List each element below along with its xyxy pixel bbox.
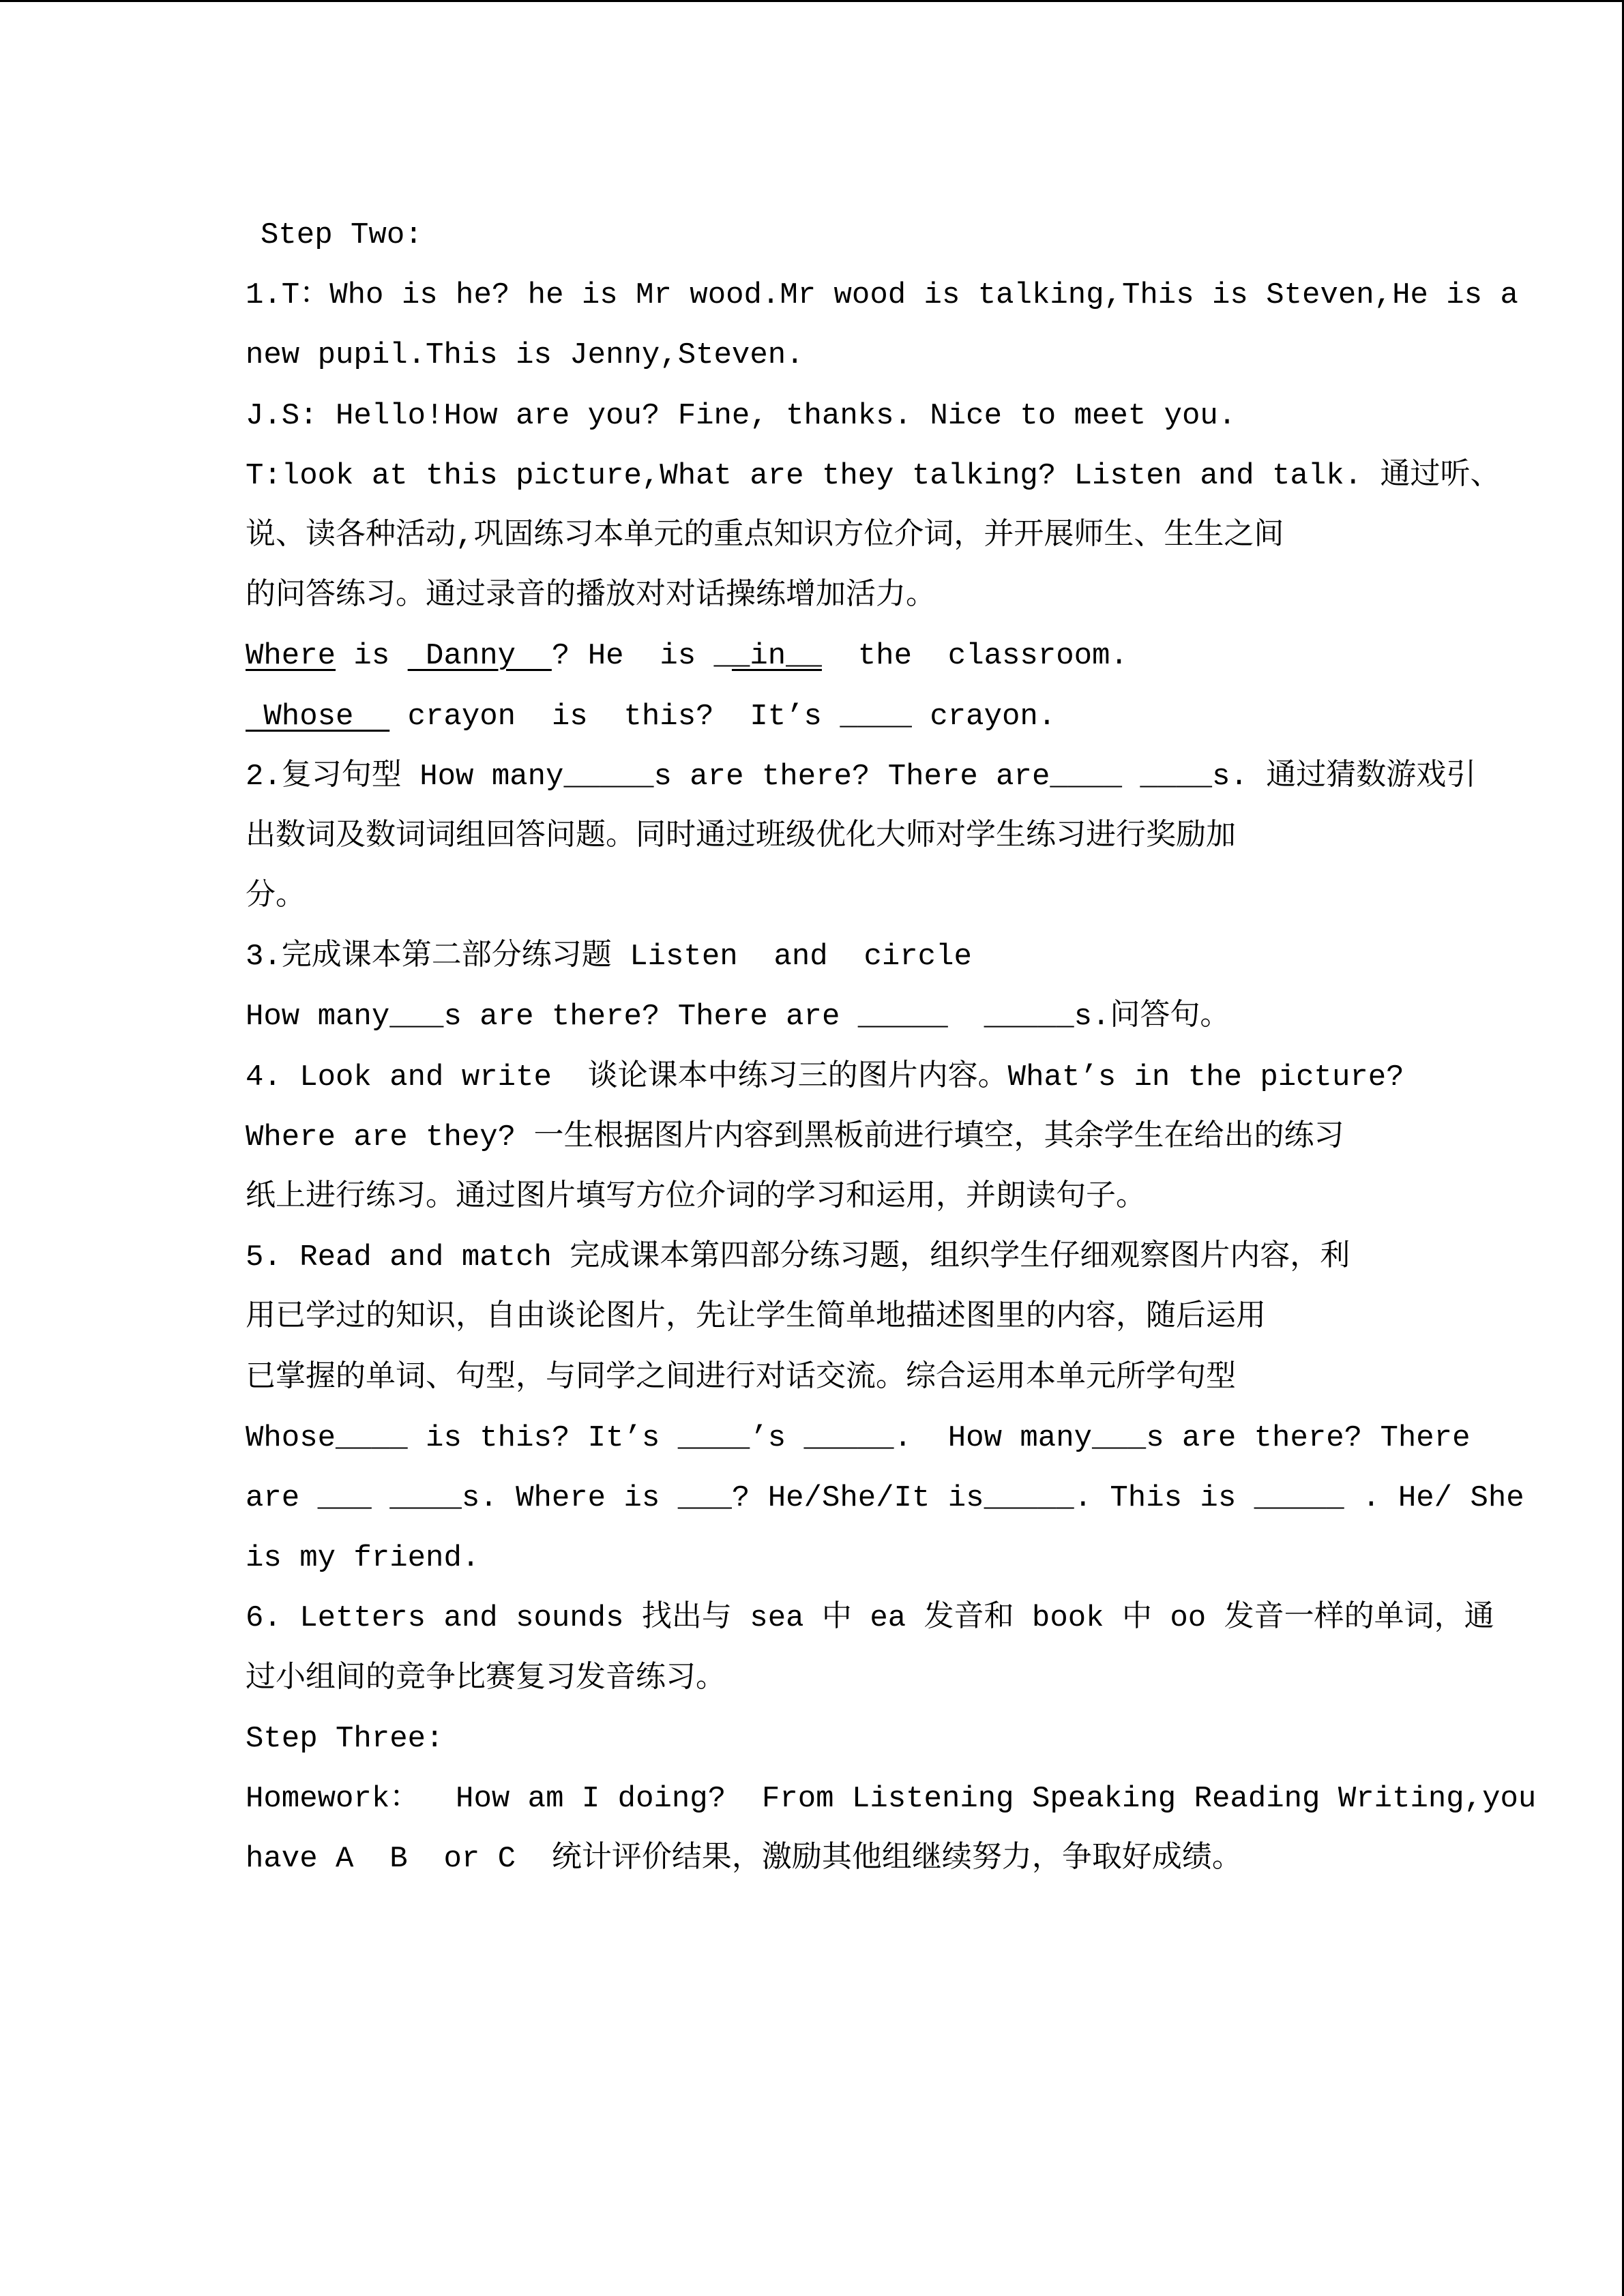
item6-line1: 6. Letters and sounds 找出与 sea 中 ea 发音和 book 中 oo 发音一样的单词，通 <box>246 1601 1494 1636</box>
text-he-is: ? He is _ <box>551 639 732 674</box>
blank-in: _in__ <box>731 639 822 674</box>
item5-line6: is my friend. <box>246 1541 480 1576</box>
item2-line3: 分。 <box>246 880 306 914</box>
homework-line1: Homework： How am I doing? From Listening Speaking Reading Writing,you <box>246 1781 1537 1816</box>
item5-line3: 已掌握的单词、句型，与同学之间进行对话交流。综合运用本单元所学句型 <box>246 1360 1236 1395</box>
item5-line2: 用已学过的知识，自由谈论图片，先让学生简单地描述图里的内容，随后运用 <box>246 1300 1266 1335</box>
item1-line4: T:look at this picture,What are they talking? Listen and talk. 通过听、 <box>246 458 1501 493</box>
item1-line6: 的问答练习。通过录音的播放对对话操练增加活力。 <box>246 579 936 614</box>
fill-sentence-whose <box>246 687 1379 747</box>
item5-line4: Whose____ is this? It’s ____’s _____. How many___s are there? There <box>246 1420 1471 1455</box>
item3-line1: 3.完成课本第二部分练习题 Listen and circle <box>246 940 972 974</box>
item5-line1: 5. Read and match 完成课本第四部分练习题，组织学生仔细观察图片内容，利 <box>246 1240 1350 1275</box>
item2-line1: 2.复习句型 How many_____s are there? There are____ ____s. 通过猜数游戏引 <box>246 759 1477 794</box>
word-where: Where <box>246 639 336 674</box>
item1-line2: new pupil.This is Jenny,Steven. <box>246 338 804 373</box>
fill-sentence-where <box>246 626 1379 686</box>
item4-line2: Where are they? 一生根据图片内容到黑板前进行填空，其余学生在给出的练习 <box>246 1120 1344 1154</box>
homework-line2: have A B or C 统计评价结果，激励其他组继续努力，争取好成绩。 <box>246 1842 1242 1877</box>
document-body <box>246 205 1537 1889</box>
text-classroom: the classroom. <box>821 639 1128 674</box>
text-crayon: crayon is this? It’s ____ crayon. <box>389 699 1057 734</box>
item6-line2: 过小组间的竞争比赛复习发音练习。 <box>246 1661 726 1696</box>
step-two-heading: Step Two: <box>261 218 423 252</box>
item5-line5: are ___ ____s. Where is ___? He/She/It is_____. This is _____ . He/ She <box>246 1480 1524 1515</box>
item3-line2: How many___s are there? There are _____ _____s.问答句。 <box>246 1000 1230 1034</box>
item4-line1: 4. Look and write 谈论课本中练习三的图片内容。What’s in the picture? <box>246 1060 1404 1094</box>
blank-danny: Danny <box>407 639 552 674</box>
item2-line2: 出数词及数词词组回答问题。同时通过班级优化大师对学生练习进行奖励加 <box>246 819 1236 854</box>
item1-line3: J.S: Hello!How are you? Fine, thanks. Nice to meet you. <box>246 398 1237 433</box>
blank-whose: Whose <box>246 699 390 734</box>
item1-line1: 1.T：Who is he? he is Mr wood.Mr wood is talking,This is Steven,He is a <box>246 278 1518 313</box>
item1-line5: 说、读各种活动,巩固练习本单元的重点知识方位介词，并开展师生、生生之间 <box>246 518 1284 553</box>
item4-line3: 纸上进行练习。通过图片填写方位介词的学习和运用，并朗读句子。 <box>246 1180 1146 1214</box>
text-is: is <box>336 639 408 674</box>
step-three-heading: Step Three: <box>246 1721 444 1756</box>
